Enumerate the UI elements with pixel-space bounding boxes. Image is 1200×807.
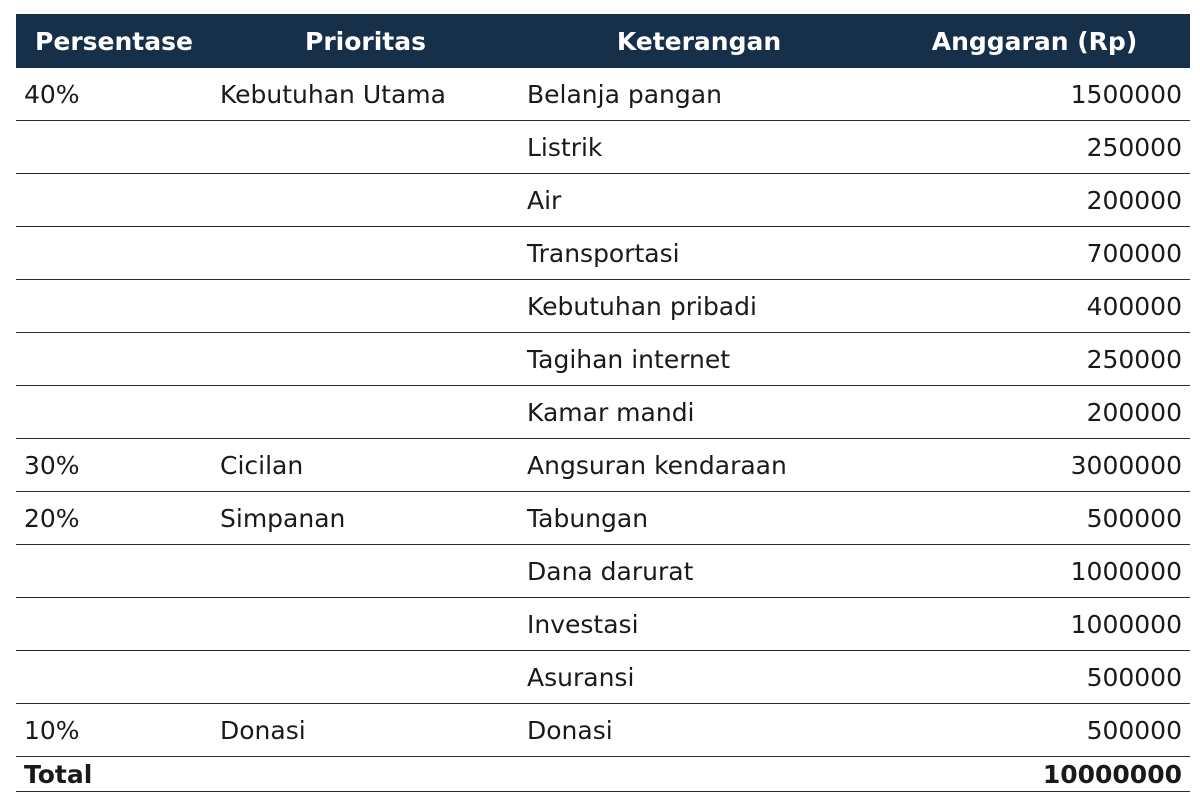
cell-anggaran: 3000000 <box>879 439 1190 492</box>
cell-keterangan: Kebutuhan pribadi <box>519 280 879 333</box>
cell-anggaran: 1000000 <box>879 545 1190 598</box>
cell-persentase <box>16 174 212 227</box>
table-row <box>16 174 1190 227</box>
cell-prioritas <box>212 598 519 651</box>
cell-anggaran: 1000000 <box>879 598 1190 651</box>
table-row <box>16 280 1190 333</box>
total-empty-prioritas <box>212 757 519 792</box>
cell-keterangan: Investasi <box>519 598 879 651</box>
cell-persentase <box>16 386 212 439</box>
header-prioritas: Prioritas <box>212 14 519 68</box>
table-row <box>16 386 1190 439</box>
cell-prioritas <box>212 227 519 280</box>
header-row <box>16 14 1190 68</box>
cell-anggaran: 500000 <box>879 492 1190 545</box>
cell-keterangan: Donasi <box>519 704 879 757</box>
table-row <box>16 492 1190 545</box>
cell-persentase: 30% <box>16 439 212 492</box>
cell-prioritas <box>212 545 519 598</box>
cell-persentase <box>16 333 212 386</box>
table-row <box>16 651 1190 704</box>
cell-anggaran: 200000 <box>879 174 1190 227</box>
cell-persentase <box>16 598 212 651</box>
table-row <box>16 333 1190 386</box>
cell-keterangan: Tabungan <box>519 492 879 545</box>
header-anggaran: Anggaran (Rp) <box>879 14 1190 68</box>
cell-persentase: 20% <box>16 492 212 545</box>
table-row <box>16 227 1190 280</box>
header-keterangan: Keterangan <box>519 14 879 68</box>
cell-prioritas <box>212 280 519 333</box>
cell-anggaran: 250000 <box>879 333 1190 386</box>
cell-persentase <box>16 280 212 333</box>
cell-keterangan: Transportasi <box>519 227 879 280</box>
cell-keterangan: Air <box>519 174 879 227</box>
cell-prioritas <box>212 651 519 704</box>
cell-prioritas <box>212 333 519 386</box>
cell-prioritas: Cicilan <box>212 439 519 492</box>
cell-prioritas <box>212 386 519 439</box>
total-row <box>16 757 1190 792</box>
table-row <box>16 704 1190 757</box>
cell-keterangan: Kamar mandi <box>519 386 879 439</box>
table-row <box>16 598 1190 651</box>
cell-persentase: 40% <box>16 68 212 121</box>
cell-keterangan: Listrik <box>519 121 879 174</box>
budget-table-container <box>16 14 1190 792</box>
cell-persentase <box>16 121 212 174</box>
cell-anggaran: 500000 <box>879 651 1190 704</box>
table-header <box>16 14 1190 68</box>
cell-anggaran: 700000 <box>879 227 1190 280</box>
cell-keterangan: Tagihan internet <box>519 333 879 386</box>
table-row <box>16 545 1190 598</box>
header-persentase: Persentase <box>16 14 212 68</box>
cell-anggaran: 200000 <box>879 386 1190 439</box>
cell-persentase <box>16 651 212 704</box>
cell-anggaran: 400000 <box>879 280 1190 333</box>
budget-table <box>16 14 1190 792</box>
table-row <box>16 68 1190 121</box>
cell-anggaran: 250000 <box>879 121 1190 174</box>
cell-anggaran: 1500000 <box>879 68 1190 121</box>
cell-keterangan: Angsuran kendaraan <box>519 439 879 492</box>
cell-keterangan: Dana darurat <box>519 545 879 598</box>
total-label: Total <box>16 757 212 792</box>
total-empty-keterangan <box>519 757 879 792</box>
total-anggaran: 10000000 <box>879 757 1190 792</box>
cell-persentase <box>16 545 212 598</box>
cell-keterangan: Asuransi <box>519 651 879 704</box>
cell-anggaran: 500000 <box>879 704 1190 757</box>
cell-prioritas <box>212 174 519 227</box>
cell-prioritas: Simpanan <box>212 492 519 545</box>
table-row <box>16 121 1190 174</box>
cell-prioritas: Donasi <box>212 704 519 757</box>
cell-prioritas <box>212 121 519 174</box>
cell-keterangan: Belanja pangan <box>519 68 879 121</box>
cell-persentase <box>16 227 212 280</box>
cell-persentase: 10% <box>16 704 212 757</box>
cell-prioritas: Kebutuhan Utama <box>212 68 519 121</box>
table-body <box>16 68 1190 792</box>
table-row <box>16 439 1190 492</box>
